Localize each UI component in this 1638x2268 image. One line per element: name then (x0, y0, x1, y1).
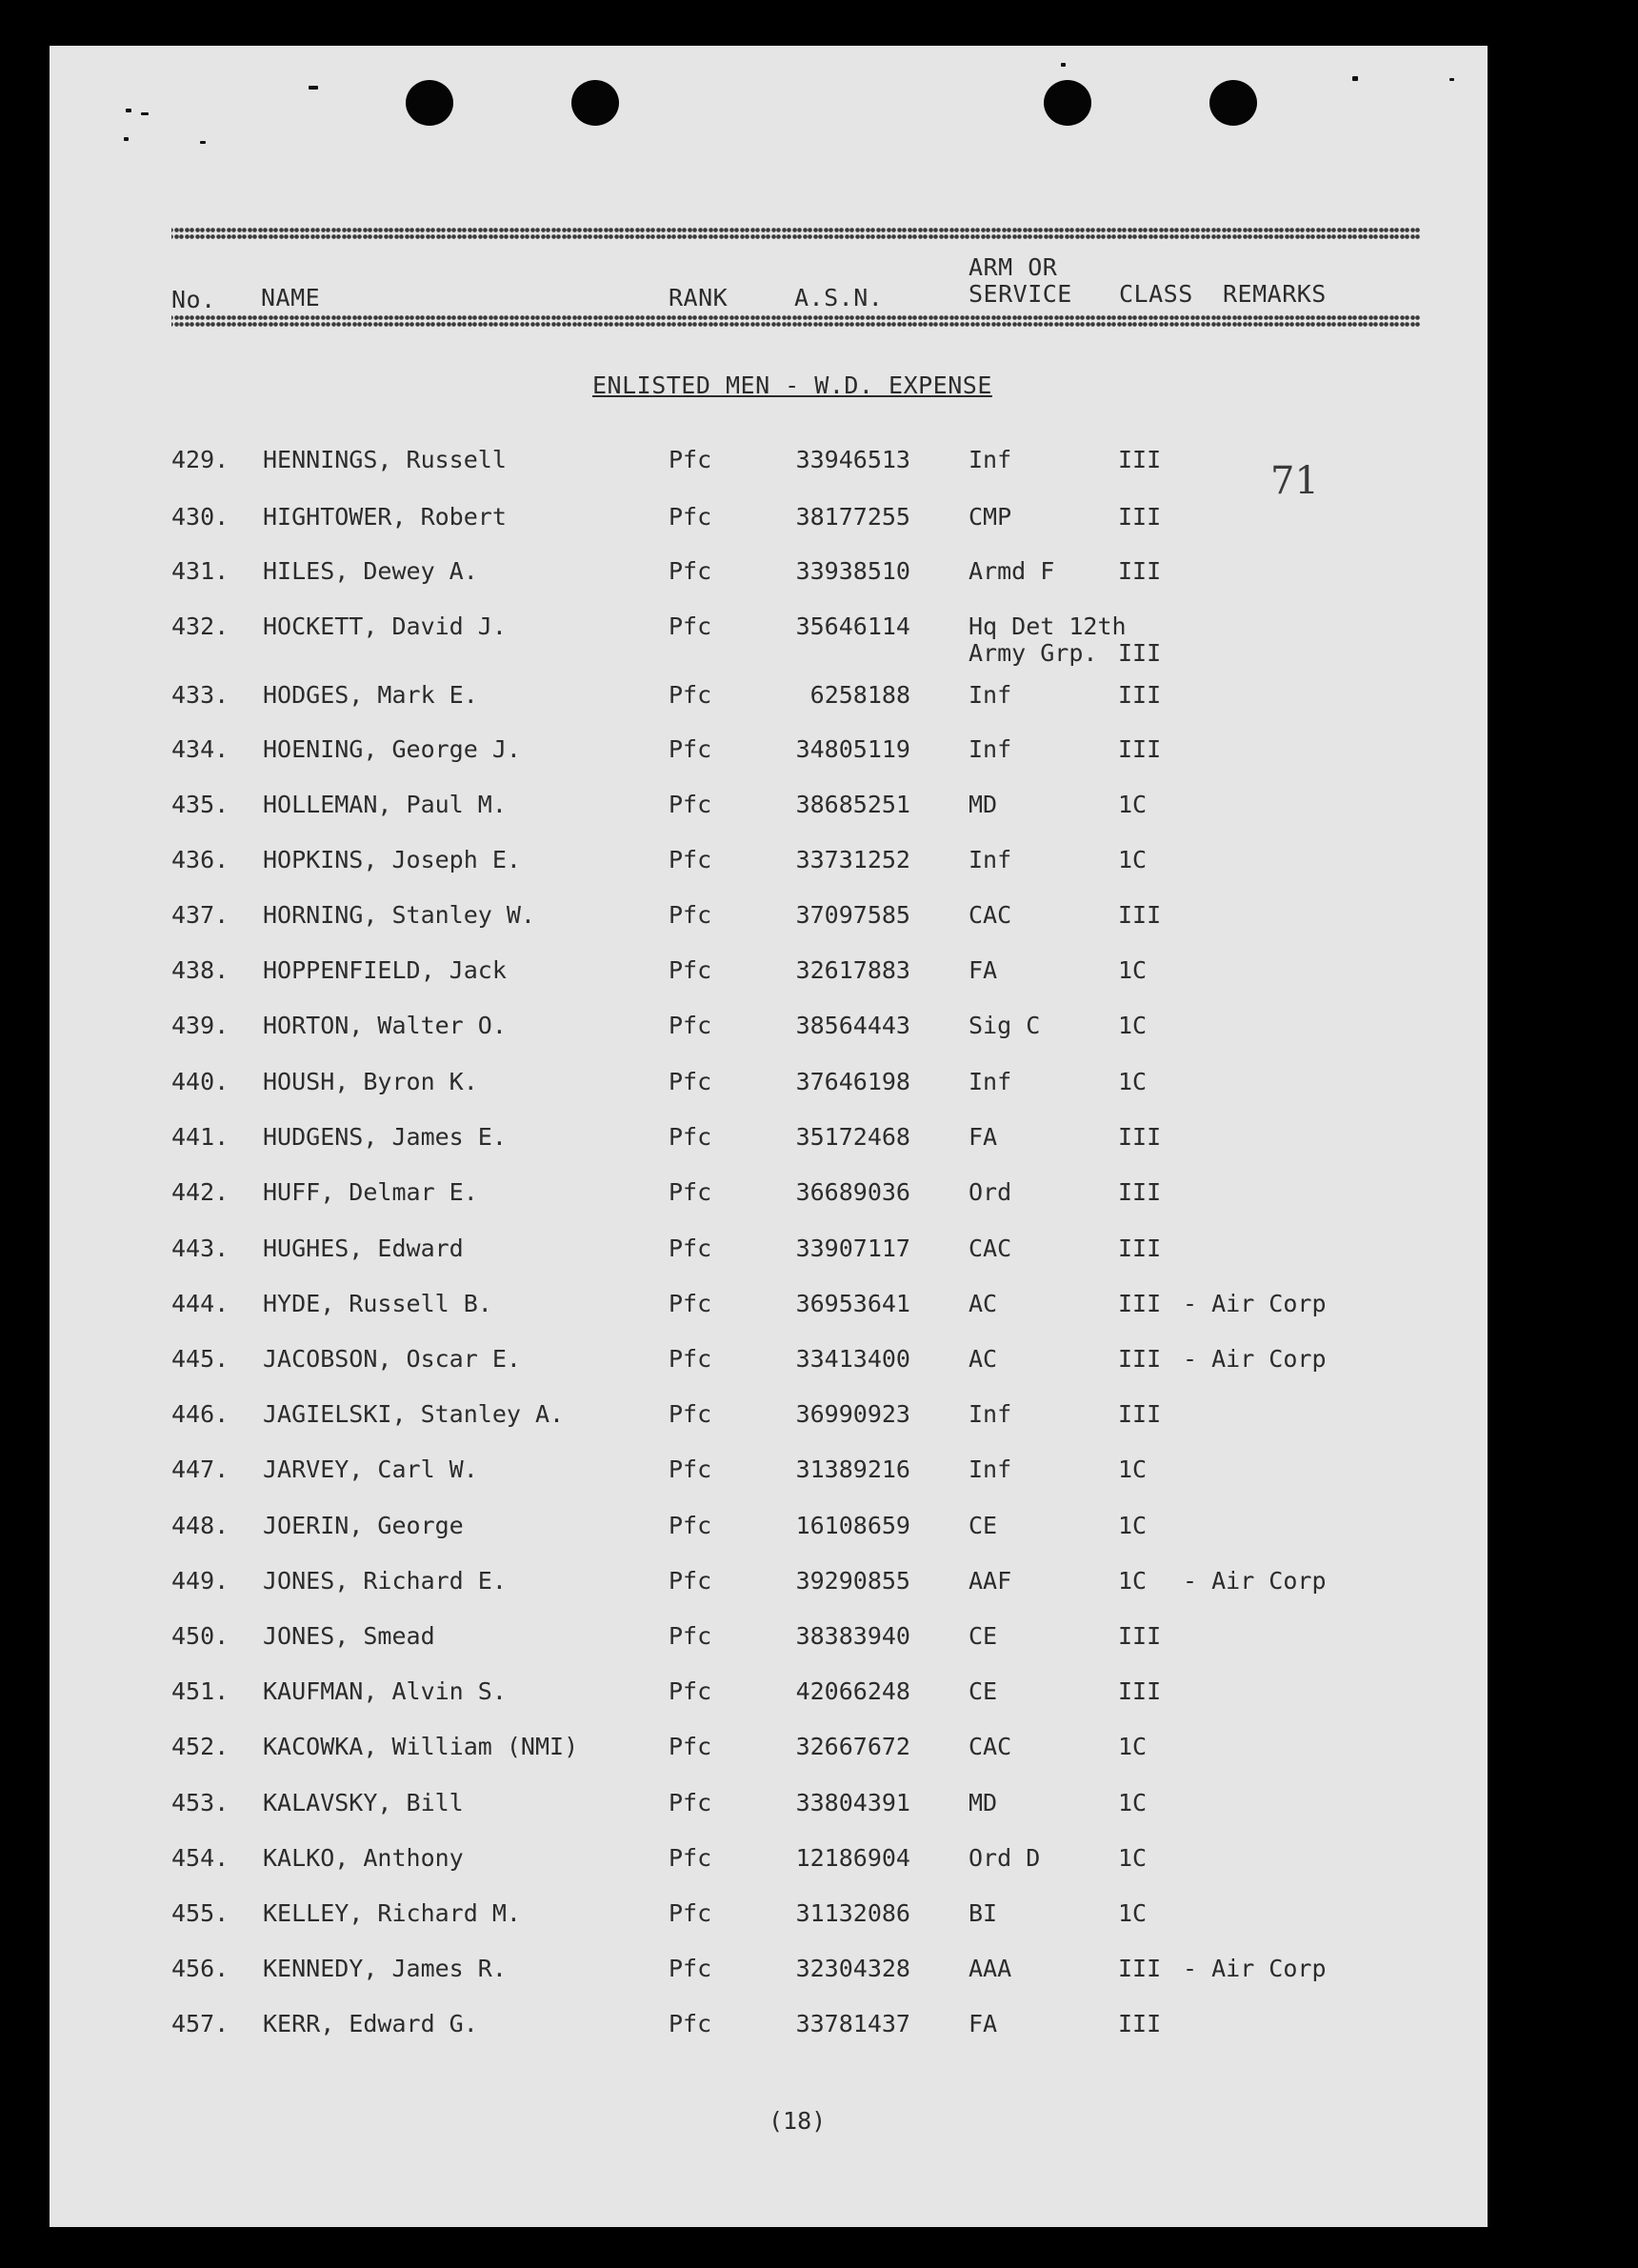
entry-asn: 36689036 (795, 1178, 910, 1206)
entry-rank: Pfc (669, 1789, 712, 1816)
entry-service: MD (969, 1789, 998, 1816)
entry-number: 457. (171, 2010, 230, 2037)
entry-rank: Pfc (669, 1068, 712, 1095)
entry-service: Hq Det 12th (969, 612, 1127, 640)
entry-name: KACOWKA, William (NMI) (263, 1733, 579, 1760)
header-asn: A.S.N. (794, 284, 884, 311)
entry-service: AAA (969, 1955, 1012, 1982)
entry-asn: 42066248 (795, 1677, 910, 1705)
entry-name: KELLEY, Richard M. (263, 1899, 521, 1927)
entry-service: FA (969, 1123, 998, 1151)
entry-service: CAC (969, 901, 1012, 929)
entry-asn: 33731252 (795, 846, 910, 873)
table-row (50, 1567, 1488, 1615)
table-row (50, 791, 1488, 838)
entry-class: 1C (1118, 1455, 1148, 1483)
entry-name: HOUSH, Byron K. (263, 1068, 478, 1095)
entry-rank: Pfc (669, 1955, 712, 1982)
entry-service: CE (969, 1677, 998, 1705)
table-row (50, 2010, 1488, 2057)
entry-service: BI (969, 1899, 998, 1927)
entry-asn: 38564443 (795, 1012, 910, 1039)
ink-speck (200, 141, 206, 144)
entry-name: HUFF, Delmar E. (263, 1178, 478, 1206)
entry-number: 447. (171, 1455, 230, 1483)
entry-number: 450. (171, 1622, 230, 1650)
entry-rank: Pfc (669, 846, 712, 873)
entry-remarks: - Air Corp (1183, 1567, 1327, 1595)
entry-number: 446. (171, 1400, 230, 1428)
entry-asn: 16108659 (795, 1512, 910, 1539)
entry-number: 433. (171, 681, 230, 709)
entry-asn: 37646198 (795, 1068, 910, 1095)
table-row (50, 1789, 1488, 1836)
entry-asn: 32667672 (795, 1733, 910, 1760)
entry-asn: 33946513 (795, 446, 910, 473)
entry-remarks: - Air Corp (1183, 1955, 1327, 1982)
entry-number: 432. (171, 612, 230, 640)
entry-number: 434. (171, 735, 230, 763)
header-name: NAME (261, 284, 321, 311)
entry-number: 436. (171, 846, 230, 873)
entry-number: 455. (171, 1899, 230, 1927)
entry-asn: 33413400 (795, 1345, 910, 1373)
entry-name: HORTON, Walter O. (263, 1012, 507, 1039)
punch-hole (1044, 80, 1091, 126)
entry-name: HILES, Dewey A. (263, 557, 478, 585)
entry-name: HUGHES, Edward (263, 1234, 464, 1262)
entry-rank: Pfc (669, 901, 712, 929)
entry-rank: Pfc (669, 612, 712, 640)
table-row (50, 612, 1488, 667)
entry-class: III (1118, 681, 1162, 709)
table-row (50, 846, 1488, 893)
entry-number: 439. (171, 1012, 230, 1039)
entry-number: 442. (171, 1178, 230, 1206)
table-row (50, 1622, 1488, 1670)
entry-rank: Pfc (669, 1178, 712, 1206)
table-row (50, 956, 1488, 1004)
ink-speck (141, 112, 149, 115)
table-row (50, 1345, 1488, 1393)
entry-number: 449. (171, 1567, 230, 1595)
entry-class: 1C (1118, 956, 1148, 984)
entry-number: 451. (171, 1677, 230, 1705)
entry-number: 452. (171, 1733, 230, 1760)
entry-name: KALAVSKY, Bill (263, 1789, 464, 1816)
entry-rank: Pfc (669, 1455, 712, 1483)
table-row (50, 1068, 1488, 1115)
entry-name: HUDGENS, James E. (263, 1123, 507, 1151)
entry-number: 448. (171, 1512, 230, 1539)
punch-hole (1209, 80, 1257, 126)
table-row (50, 1733, 1488, 1780)
entry-asn: 33907117 (795, 1234, 910, 1262)
entry-name: JARVEY, Carl W. (263, 1455, 478, 1483)
table-row (50, 1178, 1488, 1226)
entry-name: KERR, Edward G. (263, 2010, 478, 2037)
entry-class: III (1118, 1400, 1162, 1428)
entry-asn: 32617883 (795, 956, 910, 984)
asterisk-rule-top (171, 227, 1421, 240)
entry-service: Inf (969, 1068, 1012, 1095)
table-row (50, 557, 1488, 605)
entry-asn: 33938510 (795, 557, 910, 585)
page-number: (18) (769, 2107, 827, 2135)
entry-name: HODGES, Mark E. (263, 681, 478, 709)
table-row (50, 1677, 1488, 1725)
header-arm-line2: SERVICE (969, 280, 1072, 308)
entry-service: FA (969, 2010, 998, 2037)
entry-service: Inf (969, 735, 1012, 763)
entry-class: 1C (1118, 1733, 1148, 1760)
entry-number: 437. (171, 901, 230, 929)
table-row (50, 1012, 1488, 1059)
entry-class: 1C (1118, 1789, 1148, 1816)
header-rank: RANK (669, 284, 729, 311)
entry-name: HENNINGS, Russell (263, 446, 507, 473)
entry-rank: Pfc (669, 1290, 712, 1317)
entry-asn: 38383940 (795, 1622, 910, 1650)
entry-class: III (1118, 1345, 1162, 1373)
entry-name: HOCKETT, David J. (263, 612, 507, 640)
entry-number: 438. (171, 956, 230, 984)
entry-service: Inf (969, 1455, 1012, 1483)
entry-number: 429. (171, 446, 230, 473)
entry-asn: 35172468 (795, 1123, 910, 1151)
table-row (50, 681, 1488, 729)
ink-speck (1449, 78, 1454, 81)
entry-name: HOLLEMAN, Paul M. (263, 791, 507, 818)
table-row (50, 901, 1488, 949)
entry-class: III (1118, 446, 1162, 473)
entry-service: Inf (969, 681, 1012, 709)
entry-rank: Pfc (669, 446, 712, 473)
table-row (50, 1290, 1488, 1337)
header-remarks: REMARKS (1223, 280, 1327, 308)
entry-rank: Pfc (669, 1345, 712, 1373)
entry-service: Inf (969, 846, 1012, 873)
entry-service: AAF (969, 1567, 1012, 1595)
entry-number: 431. (171, 557, 230, 585)
entry-class: III (1118, 1290, 1162, 1317)
entry-rank: Pfc (669, 2010, 712, 2037)
section-title: ENLISTED MEN - W.D. EXPENSE (592, 371, 992, 399)
ink-speck (126, 109, 131, 112)
table-row (50, 1455, 1488, 1503)
entry-class: III (1118, 1955, 1162, 1982)
entry-class: III (1118, 2010, 1162, 2037)
table-row (50, 1123, 1488, 1171)
entry-class: III (1118, 1178, 1162, 1206)
entry-service: AC (969, 1345, 998, 1373)
entry-rank: Pfc (669, 681, 712, 709)
entry-number: 435. (171, 791, 230, 818)
entry-class: III (1118, 503, 1162, 531)
entry-class: III (1118, 901, 1162, 929)
entry-rank: Pfc (669, 1012, 712, 1039)
entry-rank: Pfc (669, 1234, 712, 1262)
entry-service: Inf (969, 1400, 1012, 1428)
entry-service: CE (969, 1512, 998, 1539)
entry-asn: 36990923 (795, 1400, 910, 1428)
entry-class: III (1118, 1234, 1162, 1262)
header-arm-line1: ARM OR (969, 253, 1058, 281)
entry-service: Armd F (969, 557, 1055, 585)
entry-rank: Pfc (669, 1622, 712, 1650)
entry-service: CE (969, 1622, 998, 1650)
entry-rank: Pfc (669, 1899, 712, 1927)
header-no: No. (171, 286, 216, 313)
table-row (50, 735, 1488, 783)
entry-number: 453. (171, 1789, 230, 1816)
entry-rank: Pfc (669, 1844, 712, 1872)
entry-service: AC (969, 1290, 998, 1317)
entry-class: 1C (1118, 1512, 1148, 1539)
entry-class: 1C (1118, 1068, 1148, 1095)
table-row (50, 1400, 1488, 1448)
document-page (50, 46, 1488, 2227)
ink-speck (124, 137, 129, 141)
entry-class: 1C (1118, 791, 1148, 818)
entry-class: III (1118, 1677, 1162, 1705)
table-row (50, 1234, 1488, 1282)
entry-number: 456. (171, 1955, 230, 1982)
entry-service-line2: Army Grp. (969, 639, 1098, 667)
entry-service: CMP (969, 503, 1012, 531)
entry-asn: 32304328 (795, 1955, 910, 1982)
table-row (50, 446, 1488, 493)
entry-name: HORNING, Stanley W. (263, 901, 535, 929)
entry-rank: Pfc (669, 1677, 712, 1705)
entry-asn: 31389216 (795, 1455, 910, 1483)
entry-rank: Pfc (669, 1567, 712, 1595)
entry-asn: 33781437 (795, 2010, 910, 2037)
punch-hole (571, 80, 619, 126)
entry-asn: 38685251 (795, 791, 910, 818)
ink-speck (1061, 63, 1066, 67)
entry-name: KENNEDY, James R. (263, 1955, 507, 1982)
entry-rank: Pfc (669, 735, 712, 763)
entry-class: 1C (1118, 1012, 1148, 1039)
header-class: CLASS (1119, 280, 1193, 308)
entry-number: 430. (171, 503, 230, 531)
entry-asn: 12186904 (795, 1844, 910, 1872)
entry-asn: 33804391 (795, 1789, 910, 1816)
entry-number: 444. (171, 1290, 230, 1317)
entry-rank: Pfc (669, 1512, 712, 1539)
table-row (50, 1844, 1488, 1892)
entry-class: III (1118, 639, 1162, 667)
entry-class: III (1118, 557, 1162, 585)
entry-class: III (1118, 735, 1162, 763)
entry-rank: Pfc (669, 956, 712, 984)
entry-name: KAUFMAN, Alvin S. (263, 1677, 507, 1705)
entry-class: 1C (1118, 1844, 1148, 1872)
entry-service: Inf (969, 446, 1012, 473)
entry-remarks: - Air Corp (1183, 1290, 1327, 1317)
entry-asn: 36953641 (795, 1290, 910, 1317)
margin-note: 71 (1270, 459, 1319, 503)
entry-service: Sig C (969, 1012, 1041, 1039)
punch-hole (406, 80, 453, 126)
entry-class: III (1118, 1622, 1162, 1650)
entry-asn: 37097585 (795, 901, 910, 929)
entry-service: FA (969, 956, 998, 984)
table-row (50, 1512, 1488, 1559)
entry-number: 445. (171, 1345, 230, 1373)
entry-asn: 38177255 (795, 503, 910, 531)
entry-asn: 34805119 (795, 735, 910, 763)
entry-name: JONES, Smead (263, 1622, 435, 1650)
table-row (50, 1899, 1488, 1947)
entry-rank: Pfc (669, 503, 712, 531)
entry-number: 454. (171, 1844, 230, 1872)
entry-name: JACOBSON, Oscar E. (263, 1345, 521, 1373)
entry-rank: Pfc (669, 557, 712, 585)
entry-rank: Pfc (669, 1400, 712, 1428)
entry-number: 441. (171, 1123, 230, 1151)
table-row (50, 503, 1488, 551)
asterisk-rule-bottom (171, 314, 1421, 328)
entry-number: 440. (171, 1068, 230, 1095)
entry-rank: Pfc (669, 791, 712, 818)
entry-rank: Pfc (669, 1123, 712, 1151)
entry-service: CAC (969, 1234, 1012, 1262)
entry-rank: Pfc (669, 1733, 712, 1760)
entry-class: III (1118, 1123, 1162, 1151)
entry-service: Ord (969, 1178, 1012, 1206)
entry-name: KALKO, Anthony (263, 1844, 464, 1872)
entry-asn: 6258188 (809, 681, 910, 709)
entry-class: 1C (1118, 846, 1148, 873)
entry-name: JAGIELSKI, Stanley A. (263, 1400, 565, 1428)
entry-service: Ord D (969, 1844, 1041, 1872)
entry-number: 443. (171, 1234, 230, 1262)
entry-asn: 39290855 (795, 1567, 910, 1595)
entry-name: HOENING, George J. (263, 735, 521, 763)
table-row (50, 1955, 1488, 2002)
entry-name: HIGHTOWER, Robert (263, 503, 507, 531)
entry-service: CAC (969, 1733, 1012, 1760)
entry-name: HOPKINS, Joseph E. (263, 846, 521, 873)
ink-speck (1352, 76, 1358, 81)
entry-asn: 31132086 (795, 1899, 910, 1927)
entry-remarks: - Air Corp (1183, 1345, 1327, 1373)
entry-class: 1C (1118, 1567, 1148, 1595)
entry-name: JOERIN, George (263, 1512, 464, 1539)
entry-name: JONES, Richard E. (263, 1567, 507, 1595)
entry-service: MD (969, 791, 998, 818)
entry-name: HYDE, Russell B. (263, 1290, 492, 1317)
entry-class: 1C (1118, 1899, 1148, 1927)
ink-speck (309, 86, 318, 90)
entry-asn: 35646114 (795, 612, 910, 640)
entry-name: HOPPENFIELD, Jack (263, 956, 507, 984)
